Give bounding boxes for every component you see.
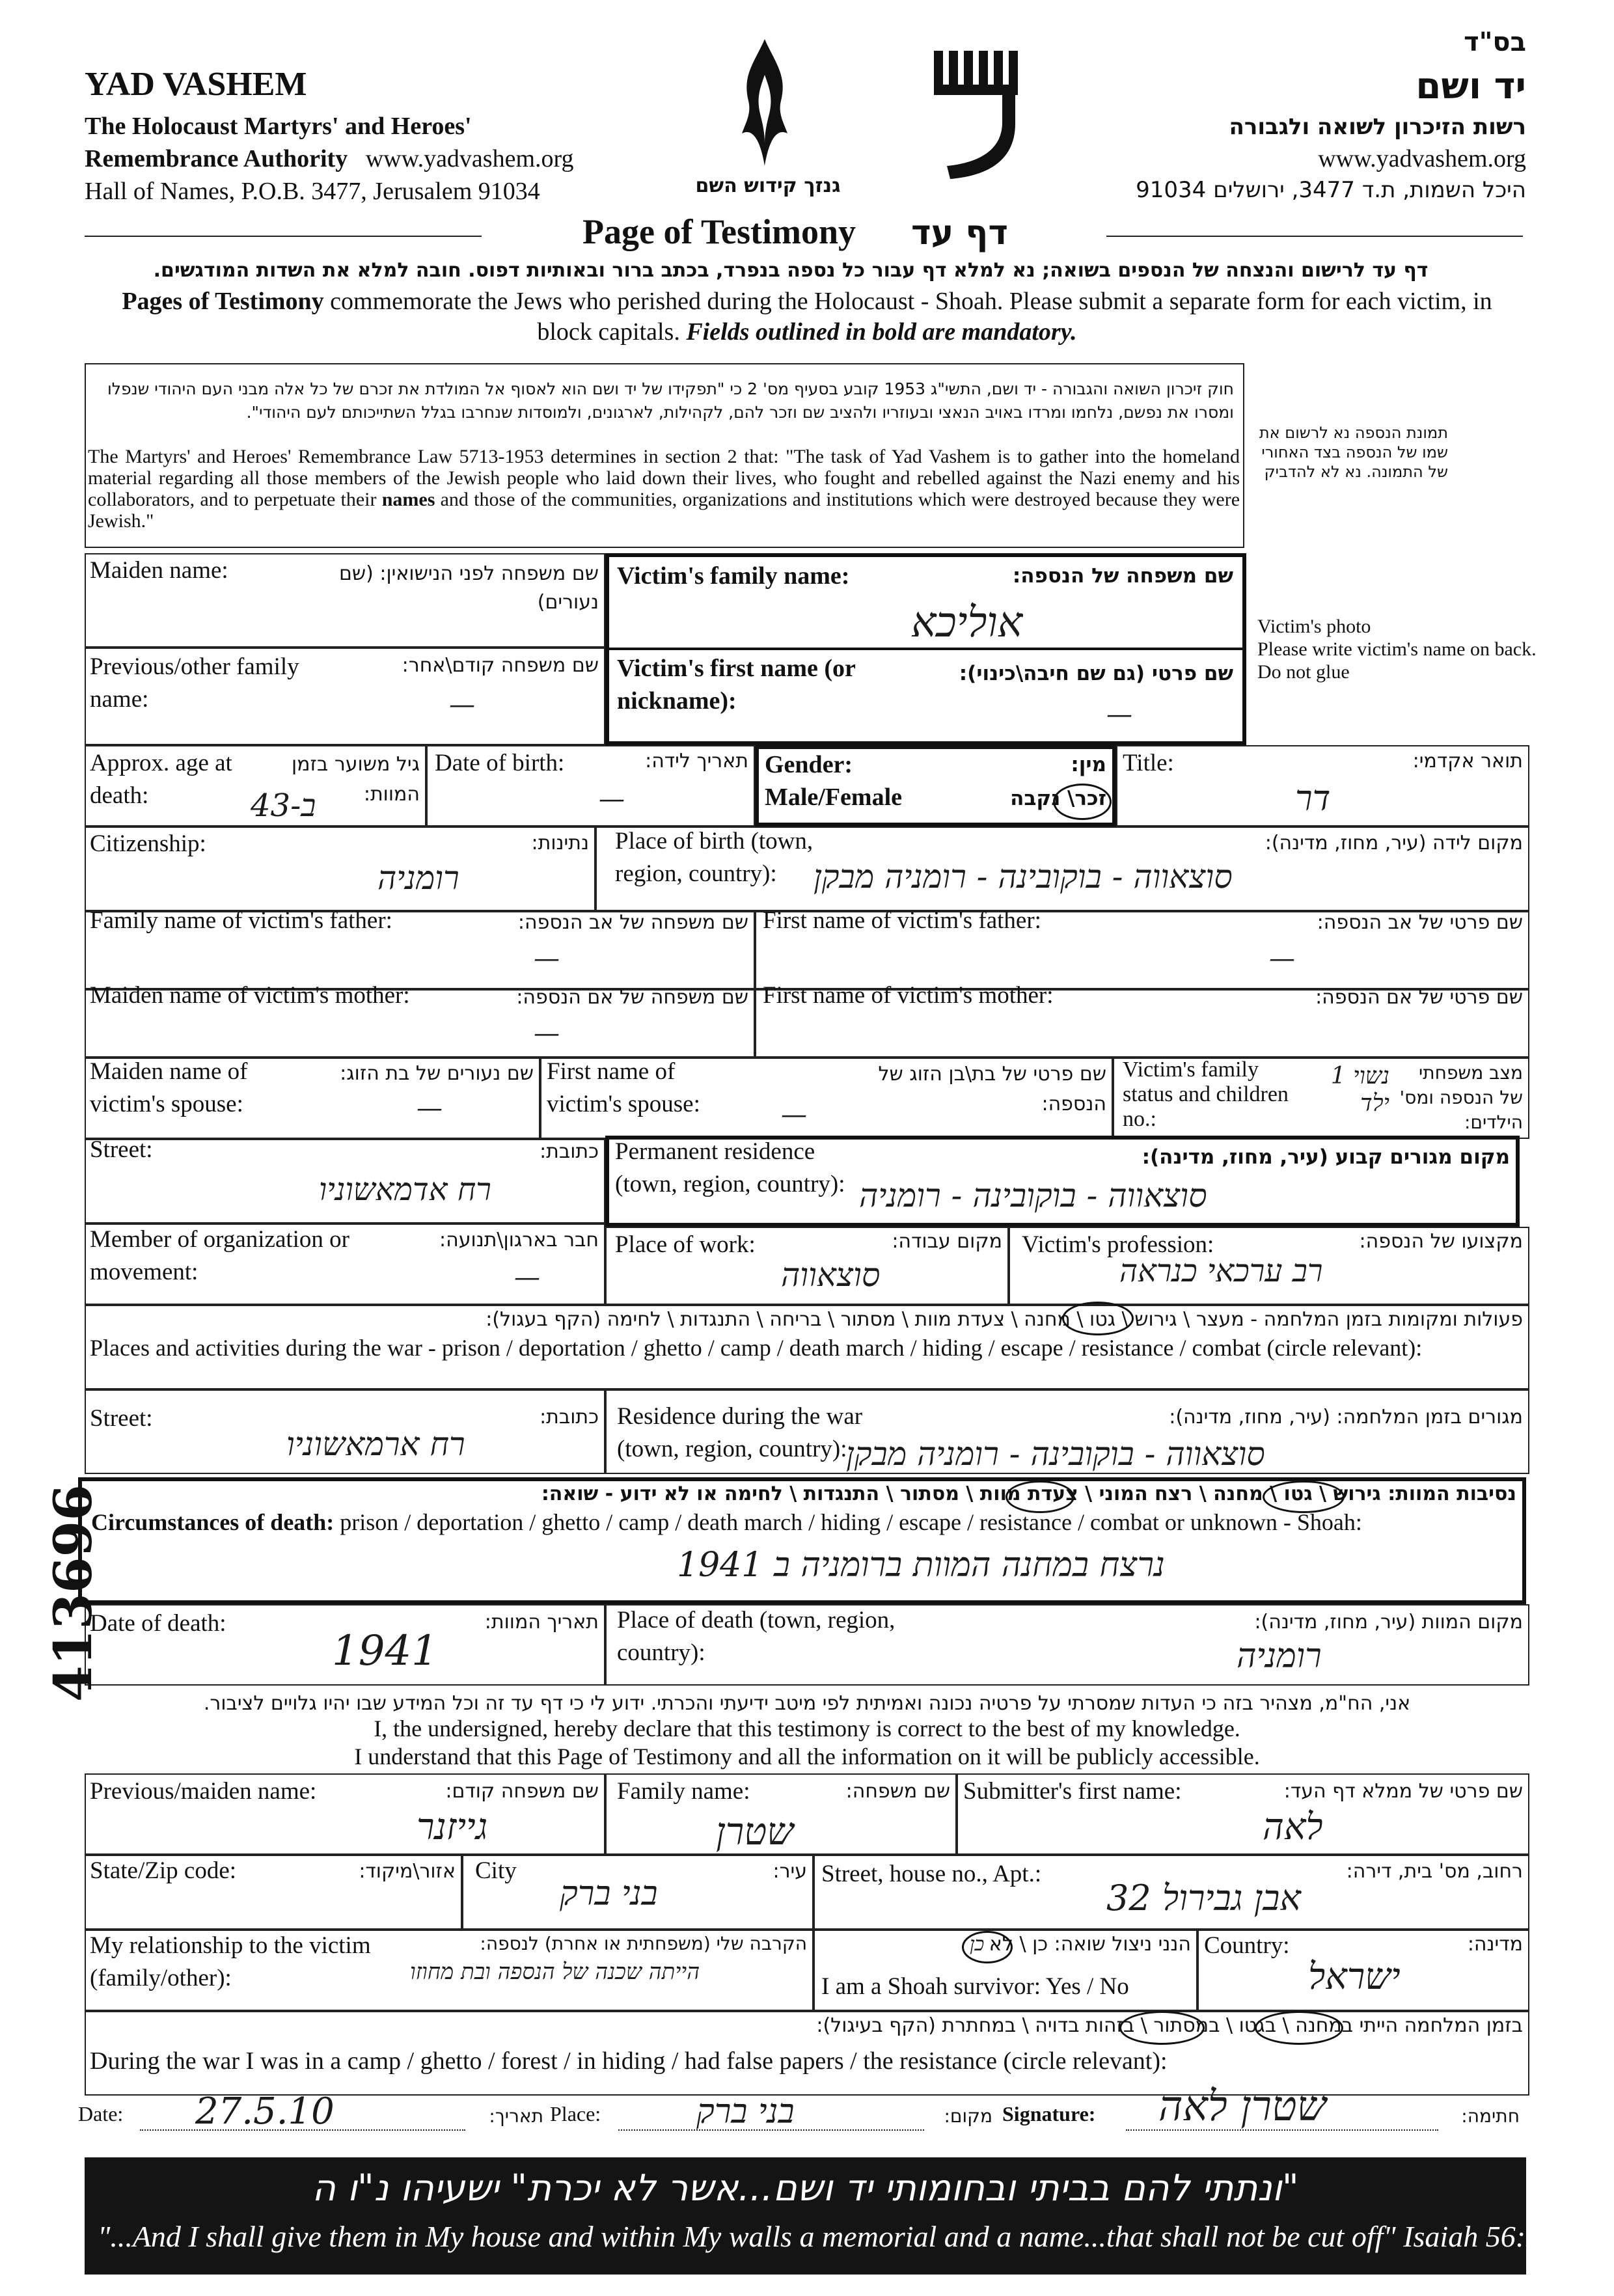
birth-place-label: Place of birth (town, region, country): bbox=[615, 828, 814, 887]
war-street-label-he: כתובת: bbox=[540, 1406, 599, 1428]
spouse-maiden-label: Maiden name of victim's spouse: bbox=[90, 1058, 248, 1117]
circumstances-circle-2 bbox=[1005, 1481, 1074, 1513]
dob-value: — bbox=[599, 784, 625, 814]
gender-options: Male/Female bbox=[765, 784, 903, 811]
submitter-prev-label: Previous/maiden name: bbox=[90, 1778, 317, 1805]
war-activities-he: פעולות ומקומות בזמן המלחמה - מעצר \ גירוש \ גטו \ מחנה \ צעדת מוות \ מסתור \ בריחה \ התנגדות \ לחימה (הקף בעגול): bbox=[486, 1308, 1523, 1331]
date-label-he: תאריך: bbox=[489, 2105, 543, 2127]
spouse-first-label-he: שם פרטי של בת\בן הזוג של הנספה: bbox=[878, 1063, 1106, 1115]
place-value: בני ברק bbox=[696, 2092, 795, 2131]
dob-label-he: תאריך לידה: bbox=[645, 750, 748, 772]
photo-en-2: Please write victim's name on back. bbox=[1257, 638, 1537, 660]
family-status-value: נשוי 1 ילד bbox=[1330, 1063, 1389, 1117]
war-activities-en: Places and activities during the war - prison / deportation / ghetto / camp / death march / hiding / escape / resistance / combat (circle relevant): bbox=[90, 1335, 1423, 1361]
declaration-en-1: I, the undersigned, hereby declare that this testimony is correct to the best of my knowledge. bbox=[374, 1715, 1240, 1742]
title-rule-left bbox=[85, 236, 482, 237]
age-label-he: גיל משוער בזמן המוות: bbox=[292, 753, 420, 806]
death-date-value: 1941 bbox=[332, 1627, 438, 1675]
law-en-post: and those of the communities, organizations and institutions which were destroyed because they were Jewish." bbox=[88, 489, 1240, 532]
birth-place-label-he: מקום לידה (עיר, מחוז, מדינה): bbox=[1265, 832, 1523, 854]
mother-first-label: First name of victim's mother: bbox=[763, 982, 1054, 1009]
top-right-mark: בס"ד bbox=[1464, 27, 1526, 57]
date-value: 27.5.10 bbox=[195, 2090, 335, 2133]
birth-place-value: סוצאווה - בוקובינה - רומניה מבקן bbox=[814, 858, 1233, 895]
war-activity-circle bbox=[1062, 1302, 1134, 1335]
death-place-label-he: מקום המוות (עיר, מחוז, מדינה): bbox=[1254, 1611, 1523, 1633]
gender-circle bbox=[1053, 784, 1112, 820]
submitter-prev-label-he: שם משפחה קודם: bbox=[445, 1780, 599, 1803]
submitter-family-value: שטרן bbox=[716, 1809, 794, 1853]
org-sub-en-1: The Holocaust Martyrs' and Heroes' bbox=[85, 113, 472, 140]
work-place-value: סוצאווה bbox=[781, 1256, 881, 1294]
declaration-he: אני, הח"מ, מצהיר בזה כי העדות שמסרתי על פרטיה נכונה ואמיתית לפי מיטב ידיעתי והכרתי. ידוע לי כי דף עד זה וכל המידע שבו יהיו גלויים לציבור. bbox=[203, 1692, 1411, 1715]
work-place-label: Place of work: bbox=[615, 1231, 756, 1258]
circumstances-circle-1 bbox=[1263, 1481, 1345, 1513]
street-value: רח אדמאשוניו bbox=[319, 1171, 491, 1208]
intro-en-rest: commemorate the Jews who perished during the Holocaust - Shoah. Please submit a separate form for each victim, in block capitals. bbox=[323, 288, 1492, 346]
war-street-label: Street: bbox=[90, 1405, 153, 1432]
gender-options-he: זכר\ נקבה bbox=[1010, 787, 1106, 810]
place-label-he: מקום: bbox=[944, 2105, 992, 2127]
org-sub-he: רשות הזיכרון לשואה ולגבורה bbox=[1229, 114, 1526, 140]
flame-logo bbox=[729, 36, 800, 172]
street-label: Street: bbox=[90, 1136, 153, 1163]
website-he-side: www.yadvashem.org bbox=[1318, 145, 1526, 172]
spouse-first-label: First name of victim's spouse: bbox=[547, 1058, 700, 1117]
first-name-value: — bbox=[1106, 700, 1132, 730]
city-label-he: עיר: bbox=[773, 1860, 807, 1883]
submitter-family-label: Family name: bbox=[617, 1778, 750, 1805]
gender-label: Gender: bbox=[765, 751, 853, 778]
title-rule-right bbox=[1106, 236, 1523, 237]
gender-label-he: מין: bbox=[1071, 753, 1106, 776]
mother-first-label-he: שם פרטי של אם הנספה: bbox=[1315, 986, 1523, 1009]
war-residence-value: סוצאווה - בוקובינה - רומניה מבקן bbox=[846, 1435, 1265, 1473]
submitter-war-circle-1 bbox=[1255, 2011, 1343, 2045]
father-first-value: — bbox=[1269, 944, 1295, 974]
country-label-he: מדינה: bbox=[1467, 1933, 1523, 1956]
street-label-he: כתובת: bbox=[540, 1140, 599, 1163]
profession-value: רב ערכאי כנראה bbox=[1119, 1253, 1323, 1289]
street-no-value: אבן גבירול 32 bbox=[1106, 1878, 1301, 1919]
signature-label: Signature: bbox=[1002, 2102, 1096, 2125]
form-title-en: Page of Testimony bbox=[582, 212, 856, 251]
org-name-en: YAD VASHEM bbox=[85, 66, 307, 103]
signature-underline bbox=[1126, 2129, 1438, 2132]
quote-he: "ונתתי להם בביתי ובחומותי יד ושם...אשר לא יכרת" ישעיהו נ"ו ה bbox=[312, 2167, 1299, 2209]
org-name-he: יד ושם bbox=[1416, 65, 1526, 107]
quote-en: "...And I shall give them in My house and within My walls a memorial and a name...that shall not be cut off" Isaiah 56:5 bbox=[98, 2220, 1541, 2253]
submitter-prev-value: גייזנר bbox=[417, 1806, 488, 1848]
address-en: Hall of Names, P.O.B. 3477, Jerusalem 91034 bbox=[85, 178, 540, 205]
first-name-label: Victim's first name (or nickname): bbox=[617, 655, 856, 715]
city-label: City bbox=[475, 1857, 517, 1884]
death-date-label-he: תאריך המוות: bbox=[484, 1611, 599, 1633]
circumstances-value: נרצח במחנה המוות ברומניה ב 1941 bbox=[677, 1546, 1165, 1585]
relationship-label: My relationship to the victim (family/other): bbox=[90, 1932, 371, 1991]
photo-en-1: Victim's photo bbox=[1257, 616, 1371, 637]
state-zip-label-he: אזור\מיקוד: bbox=[359, 1860, 456, 1883]
website-en: www.yadvashem.org bbox=[365, 145, 574, 172]
family-name-value: אוליכא bbox=[911, 599, 1023, 647]
org-member-label-he: חבר בארגון\תנועה: bbox=[439, 1229, 599, 1251]
circumstances-en-bold: Circumstances of death: bbox=[91, 1509, 335, 1535]
org-sub-en-2 bbox=[85, 144, 573, 173]
photo-en bbox=[1257, 615, 1544, 683]
citizenship-value: רומניה bbox=[377, 859, 459, 897]
profession-label-he: מקצועו של הנספה: bbox=[1359, 1230, 1523, 1253]
prev-family-value: — bbox=[449, 690, 475, 720]
family-name-label: Victim's family name: bbox=[617, 562, 850, 590]
war-street-value: רח ארמאשוניו bbox=[286, 1425, 465, 1463]
family-name-divider bbox=[609, 648, 1243, 650]
war-residence-label: Residence during the war (town, region, country): bbox=[617, 1403, 863, 1462]
place-label: Place: bbox=[550, 2102, 601, 2125]
family-status-label: Victim's family status and children no.: bbox=[1123, 1058, 1289, 1131]
profession-label: Victim's profession: bbox=[1022, 1231, 1214, 1258]
intro-en-bold: Pages of Testimony bbox=[122, 288, 324, 315]
place-underline bbox=[618, 2129, 924, 2132]
spouse-maiden-label-he: שם נעורים של בת הזוג: bbox=[340, 1062, 534, 1085]
relationship-label-he: הקרבה שלי (משפחתית או אחרת) לנספה: bbox=[480, 1933, 807, 1954]
street-no-label-he: רחוב, מס' בית, דירה: bbox=[1346, 1860, 1523, 1883]
father-family-value: — bbox=[534, 944, 560, 974]
photo-en-3: Do not glue bbox=[1257, 661, 1350, 683]
mother-maiden-label: Maiden name of victim's mother: bbox=[90, 982, 410, 1009]
org-sub-en-2-text: Remembrance Authority bbox=[85, 145, 348, 172]
yad-vashem-logo bbox=[924, 46, 1028, 182]
age-label: Approx. age at death: bbox=[90, 750, 232, 809]
relationship-value: הייתה שכנה של הנספה ובת מחוזו bbox=[410, 1959, 700, 1985]
intro-en bbox=[98, 286, 1516, 348]
submitter-war-circle-2 bbox=[1119, 2011, 1205, 2045]
street-no-label: Street, house no., Apt.: bbox=[821, 1861, 1042, 1887]
father-first-label-he: שם פרטי של אב הנספה: bbox=[1317, 911, 1523, 934]
maiden-name-label: Maiden name: bbox=[90, 557, 228, 584]
state-zip-label: State/Zip code: bbox=[90, 1857, 237, 1884]
date-label: Date: bbox=[78, 2102, 124, 2125]
city-value: בני ברק bbox=[560, 1874, 658, 1913]
title-value: דר bbox=[1295, 778, 1331, 819]
prev-family-label: Previous/other family name: bbox=[90, 653, 299, 713]
logo-caption-he: גנזך קידוש השם bbox=[695, 174, 841, 197]
law-en-pre: The Martyrs' and Heroes' Remembrance Law 5713-1953 determines in section 2 that: "The task of Yad Vashem is to gather into the homeland material regarding all those members of the Jewish people who laid down their lives, who fought and rebelled against the Nazi enemy and his collaborators, and to perpetuate their bbox=[88, 446, 1240, 510]
signature-label-he: חתימה: bbox=[1461, 2105, 1520, 2127]
mother-maiden-label-he: שם משפחה של אם הנספה: bbox=[516, 986, 748, 1009]
title-label-he: תואר אקדמי: bbox=[1412, 750, 1523, 772]
intro-he: דף עד לרישום והנצחה של הנספים בשואה; נא למלא דף עבור כל נספה בנפרד, בכתב ברור ובאותיות דפוס. חובה למלא את השדות המודגשים. bbox=[153, 259, 1429, 282]
submitter-first-value: לאה bbox=[1263, 1806, 1323, 1848]
father-first-label: First name of victim's father: bbox=[763, 907, 1041, 934]
signature-value: שטרן לאה bbox=[1158, 2083, 1326, 2131]
father-family-label-he: שם משפחה של אב הנספה: bbox=[517, 911, 748, 934]
citizenship-label-he: נתינות: bbox=[531, 832, 589, 854]
submitter-first-label: Submitter's first name: bbox=[963, 1778, 1182, 1805]
citizenship-label: Citizenship: bbox=[90, 830, 206, 857]
residence-label: Permanent residence (town, region, country): bbox=[615, 1138, 845, 1197]
address-he: היכל השמות, ת.ד 3477, ירושלים 91034 bbox=[1136, 177, 1526, 203]
declaration-en-2: I understand that this Page of Testimony and all the information on it will be publicly accessible. bbox=[354, 1743, 1260, 1770]
submitter-war-he: בזמן המלחמה הייתי במחנה \ בגטו \ במסתור \ בזהות בדויה \ במחתרת (הקף בעיגול): bbox=[816, 2014, 1523, 2037]
photo-he: תמונת הנספה נא לרשום את שמו של הנספה בצד האחורי של התמונה. נא לא להדביק bbox=[1259, 424, 1448, 481]
spouse-maiden-value: — bbox=[417, 1093, 443, 1123]
family-status-label-he: מצב משפחתי של הנספה ומס' הילדים: bbox=[1399, 1062, 1523, 1133]
submitter-family-label-he: שם משפחה: bbox=[845, 1780, 950, 1803]
date-underline bbox=[140, 2129, 465, 2132]
title-label: Title: bbox=[1123, 750, 1174, 776]
survivor-value: כן bbox=[970, 1933, 985, 1956]
law-he: חוק זיכרון השואה והגבורה - יד ושם, התשי"ג 1953 קובע בסעיף מס' 2 כי "תפקידו של יד ושם הוא לאסוף אל המולדת את זכרם של כל אלה מבני העם היהודי שנפלו ומסרו את נפשם, נלחמו ומרדו באויב הנאצי ובעוזריו ולהציב שם וזכר להם, לקהילות, לארגונים, ולמוסדות שנחרבו בגלל השתייכותם לעם היהודי". bbox=[107, 379, 1234, 422]
org-member-label: Member of organization or movement: bbox=[90, 1226, 349, 1285]
intro-en-italic: Fields outlined in bold are mandatory. bbox=[686, 318, 1077, 346]
work-place-label-he: מקום עבודה: bbox=[892, 1230, 1002, 1253]
survivor-label: I am a Shoah survivor: Yes / No bbox=[821, 1973, 1129, 2000]
first-name-label-he: שם פרטי (גם שם חיבה\כינוי): bbox=[959, 662, 1233, 685]
submitter-first-label-he: שם פרטי של ממלא דף העד: bbox=[1283, 1780, 1523, 1803]
war-residence-label-he: מגורים בזמן המלחמה: (עיר, מחוז, מדינה): bbox=[1169, 1406, 1523, 1428]
country-value: ישראל bbox=[1308, 1956, 1401, 1998]
org-member-value: — bbox=[514, 1263, 540, 1292]
circumstances-en-rest: prison / deportation / ghetto / camp / death march / hiding / escape / resistance / combat or unknown - Shoah: bbox=[334, 1509, 1362, 1535]
residence-value: סוצאווה - בוקובינה - רומניה bbox=[859, 1177, 1207, 1214]
family-name-label-he: שם משפחה של הנספה: bbox=[1012, 564, 1233, 588]
margin-number: 413696 bbox=[42, 1484, 103, 1702]
form-title-he: דף עד bbox=[911, 213, 1008, 253]
prev-family-label-he: שם משפחה קודם\אחר: bbox=[402, 654, 599, 677]
dob-label: Date of birth: bbox=[435, 750, 565, 776]
law-en bbox=[88, 446, 1240, 532]
death-place-label: Place of death (town, region, country): bbox=[617, 1607, 896, 1666]
law-en-bold: names bbox=[381, 489, 435, 510]
country-label: Country: bbox=[1204, 1932, 1290, 1959]
residence-label-he: מקום מגורים קבוע (עיר, מחוז, מדינה): bbox=[1142, 1145, 1510, 1169]
mother-maiden-value: — bbox=[534, 1018, 560, 1048]
death-place-value: רומניה bbox=[1237, 1637, 1322, 1676]
maiden-name-label-he: שם משפחה לפני הנישואין: (שם נעורים) bbox=[338, 562, 599, 614]
spouse-first-value: — bbox=[781, 1100, 807, 1130]
age-value: ב-43 bbox=[251, 787, 316, 824]
submitter-war-en: During the war I was in a camp / ghetto / forest / in hiding / had false papers / the resistance (circle relevant): bbox=[90, 2047, 1168, 2075]
circumstances-he: נסיבות המוות: גירוש \ גטו \ מחנה \ רצח המוני \ צעדת מוות \ מסתור \ התנגדות \ לחימה או לא ידוע - שואה: bbox=[541, 1483, 1516, 1505]
father-family-label: Family name of victim's father: bbox=[90, 907, 392, 934]
death-date-label: Date of death: bbox=[90, 1610, 226, 1637]
survivor-label-he: הנני ניצול שואה: כן \ לא bbox=[989, 1933, 1191, 1956]
